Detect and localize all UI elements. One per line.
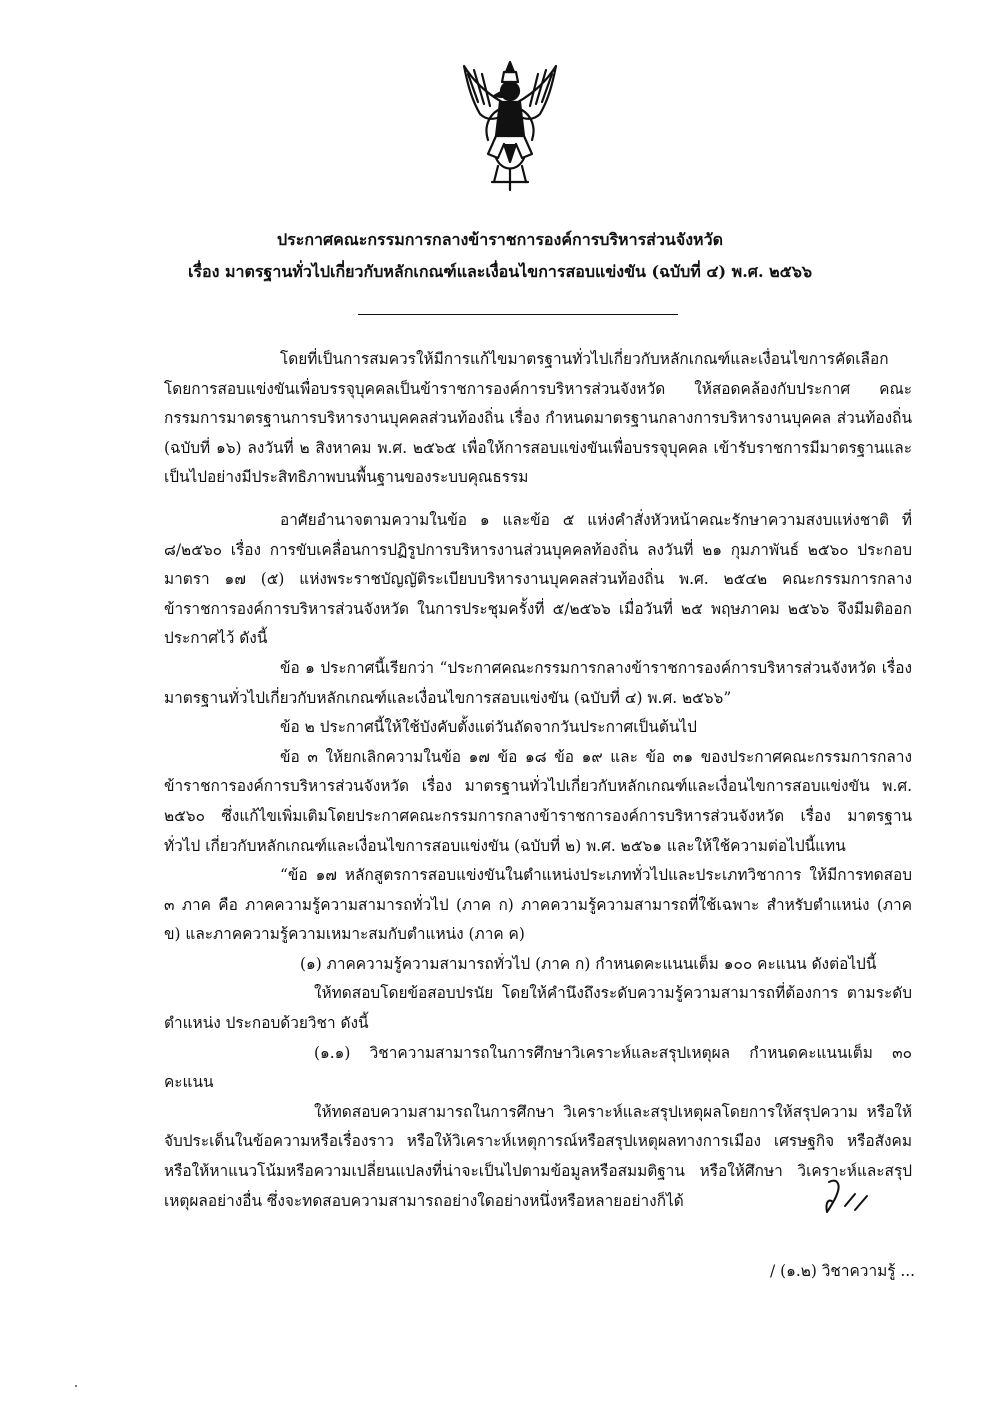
- clause-1: ข้อ ๑ ประกาศนี้เรียกว่า “ประกาศคณะกรรมการกลางข้าราชการองค์การบริหารส่วนจังหวัด เรื่อง มาตรฐานทั่วไปเกี่ยวกับหลักเกณฑ์และเงื่อนไขการสอบแข่งขัน (ฉบับที่ ๔) พ.ศ. ๒๕๖๖”: [164, 658, 912, 707]
- initials-signature-icon: [815, 1172, 877, 1220]
- announcement-title: ประกาศคณะกรรมการกลางข้าราชการองค์การบริหารส่วนจังหวัด: [277, 230, 723, 249]
- document-body: [164, 345, 912, 1216]
- clause-17-item-1: (๑) ภาคความรู้ความสามารถทั่วไป (ภาค ก) กำหนดคะแนนเต็ม ๑๐๐ คะแนน ดังต่อไปนี้: [300, 954, 877, 973]
- garuda-emblem-icon: [458, 58, 562, 198]
- item-1-instruction: ให้ทดสอบโดยข้อสอบปรนัย โดยให้คำนึงถึงระดับความรู้ความสามารถที่ต้องการ ตามระดับตำแหน่ง ประกอบด้วยวิชา ดังนี้: [164, 984, 912, 1033]
- item-1-1-detail: ให้ทดสอบความสามารถในการศึกษา วิเคราะห์และสรุปเหตุผลโดยการให้สรุปความ หรือให้จับประเด็นในข้อความหรือเรื่องราว หรือให้วิเคราะห์เหตุการณ์หรือสรุปเหตุผลทางการเมือง เศรษฐกิจ หรือสังคม หรือให้หาแนวโน้มหรือความเปลี่ยนแปลงที่น่าจะเป็นไปตามข้อมูลหรือสมมติฐาน หรือให้ศึกษา วิเคราะห์และสรุปเหตุผลอย่างอื่น ซึ่งจะทดสอบความสามารถอย่างใดอย่างหนึ่งหรือหลายอย่างก็ได้: [164, 1102, 912, 1210]
- clause-3: ข้อ ๓ ให้ยกเลิกความในข้อ ๑๗ ข้อ ๑๘ ข้อ ๑๙ และ ข้อ ๓๑ ของประกาศคณะกรรมการกลาง ข้าราชการองค์การบริหารส่วนจังหวัด เรื่อง มาตรฐานทั่วไปเกี่ยวกับหลักเกณฑ์และเงื่อนไขการสอบแข่งขัน พ.ศ. ๒๕๖๐ ซึ่งแก้ไขเพิ่มเติมโดยประกาศคณะกรรมการกลางข้าราชการองค์การบริหารส่วนจังหวัด เรื่อง มาตรฐานทั่วไป เกี่ยวกับหลักเกณฑ์และเงื่อนไขการสอบแข่งขัน (ฉบับที่ ๒) พ.ศ. ๒๕๖๑ และให้ใช้ความต่อไปนี้แทน: [164, 747, 912, 855]
- title-divider: [358, 314, 678, 315]
- continuation-note: / (๑.๒) วิชาความรู้ ...: [770, 1262, 916, 1280]
- authority-paragraph: อาศัยอำนาจตามความในข้อ ๑ และข้อ ๕ แห่งคำสั่งหัวหน้าคณะรักษาความสงบแห่งชาติ ที่ ๘/๒๕๖๐ เรื่อง การขับเคลื่อนการปฏิรูปการบริหารงานส่วนบุคคลท้องถิ่น ลงวันที่ ๒๑ กุมภาพันธ์ ๒๕๖๐ ประกอบมาตรา ๑๗ (๕) แห่งพระราชบัญญัติระเบียบบริหารงานบุคคลส่วนท้องถิ่น พ.ศ. ๒๕๔๒ คณะกรรมการกลาง ข้าราชการองค์การบริหารส่วนจังหวัด ในการประชุมครั้งที่ ๕/๒๕๖๖ เมื่อวันที่ ๒๕ พฤษภาคม ๒๕๖๖ จึงมีมติออกประกาศไว้ ดังนี้: [164, 510, 912, 648]
- preamble-paragraph: โดยที่เป็นการสมควรให้มีการแก้ไขมาตรฐานทั่วไปเกี่ยวกับหลักเกณฑ์และเงื่อนไขการคัดเลือก โดยการสอบแข่งขันเพื่อบรรจุบุคคลเป็นข้าราชการองค์การบริหารส่วนจังหวัด ให้สอดคล้องกับประกาศ คณะกรรมการมาตรฐานการบริหารงานบุคคลส่วนท้องถิ่น เรื่อง กำหนดมาตรฐานกลางการบริหารงานบุคคล ส่วนท้องถิ่น (ฉบับที่ ๑๖) ลงวันที่ ๒ สิงหาคม พ.ศ. ๒๕๖๕ เพื่อให้การสอบแข่งขันเพื่อบรรจุบุคคล เข้ารับราชการมีมาตรฐานและเป็นไปอย่างมีประสิทธิภาพบนพื้นฐานของระบบคุณธรรม: [164, 350, 912, 487]
- clause-2: ข้อ ๒ ประกาศนี้ให้ใช้บังคับตั้งแต่วันถัดจากวันประกาศเป็นต้นไป: [280, 718, 697, 737]
- item-1-1: (๑.๑) วิชาความสามารถในการศึกษาวิเคราะห์และสรุปเหตุผล กำหนดคะแนนเต็ม ๓๐ คะแนน: [164, 1043, 912, 1092]
- clause-17: “ข้อ ๑๗ หลักสูตรการสอบแข่งขันในตำแหน่งประเภททั่วไปและประเภทวิชาการ ให้มีการทดสอบ ๓ ภาค คือ ภาคความรู้ความสามารถทั่วไป (ภาค ก) ภาคความรู้ความสามารถที่ใช้เฉพาะ สำหรับตำแหน่ง (ภาค ข) และภาคความรู้ความเหมาะสมกับตำแหน่ง (ภาค ค): [164, 866, 912, 944]
- announcement-subject: เรื่อง มาตรฐานทั่วไปเกี่ยวกับหลักเกณฑ์และเงื่อนไขการสอบแข่งขัน (ฉบับที่ ๔) พ.ศ. ๒๕๖๖: [187, 262, 813, 281]
- scan-speck: [75, 1385, 77, 1387]
